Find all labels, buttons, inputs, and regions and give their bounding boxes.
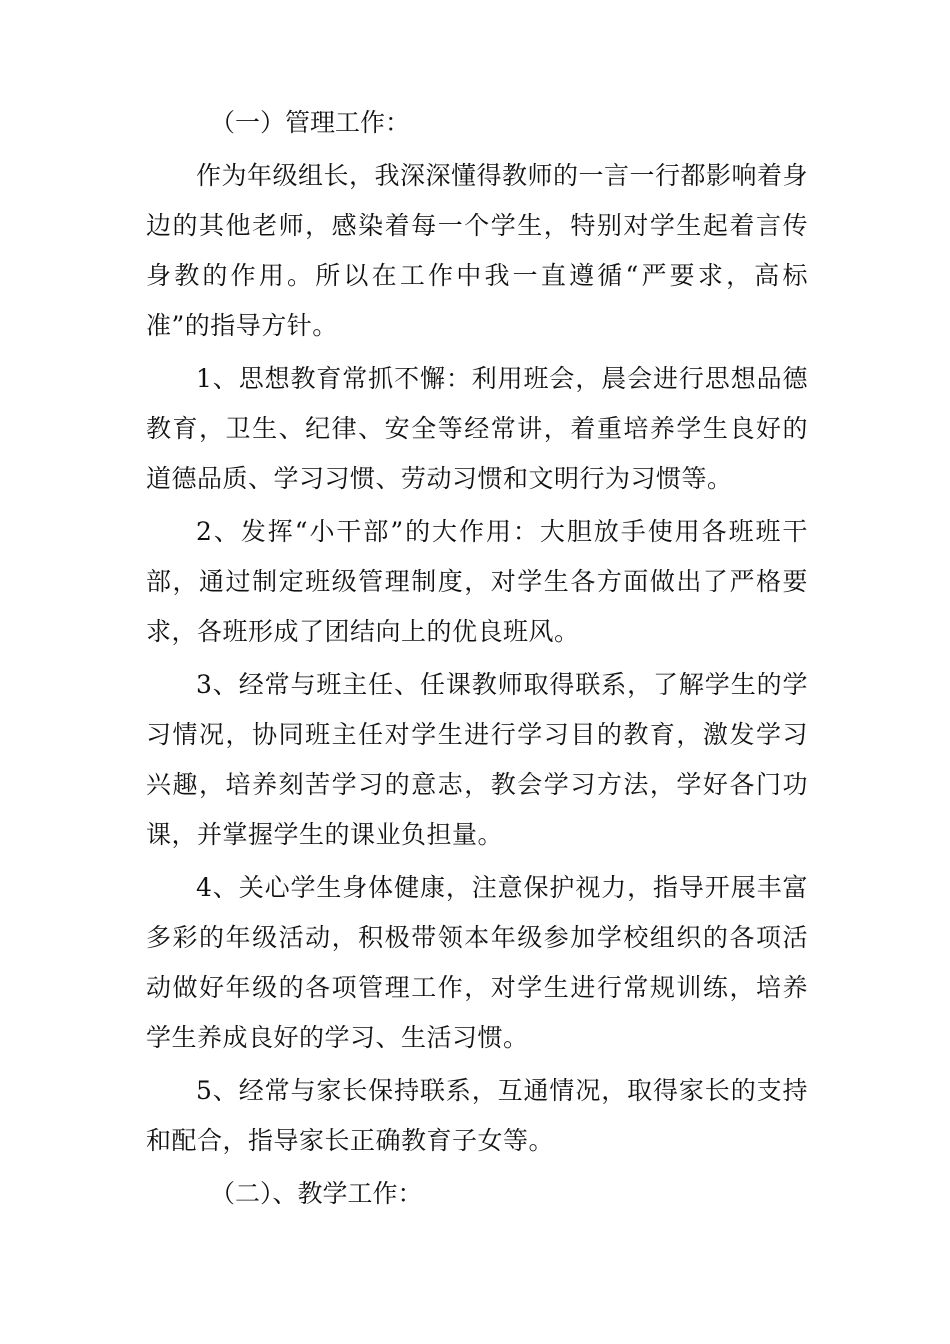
- paragraph-item-1: 1、思想教育常抓不懈：利用班会，晨会进行思想品德教育，卫生、纪律、安全等经常讲，着重培养学生良好的道德品质、学习习惯、劳动习惯和文明行为习惯等。: [146, 364, 808, 493]
- paragraph-item-5: 5、经常与家长保持联系，互通情况，取得家长的支持和配合，指导家长正确教育子女等。: [146, 1076, 808, 1155]
- section-heading-teaching: （二）、教学工作：: [210, 1179, 423, 1208]
- document-body: [146, 98, 808, 1219]
- paragraph-item-3: 3、经常与班主任、任课教师取得联系，了解学生的学习情况，协同班主任对学生进行学习目的教育，激发学习兴趣，培养刻苦学习的意志，教会学习方法，学好各门功课，并掌握学生的课业负担量。: [146, 670, 808, 849]
- paragraph-intro: 作为年级组长，我深深懂得教师的一言一行都影响着身边的其他老师，感染着每一个学生，特别对学生起着言传身教的作用。所以在工作中我一直遵循“严要求，高标准”的指导方针。: [146, 161, 809, 340]
- paragraph-item-4: 4、关心学生身体健康，注意保护视力，指导开展丰富多彩的年级活动，积极带领本年级参加学校组织的各项活动做好年级的各项管理工作，对学生进行常规训练，培养学生养成良好的学习、生活习惯。: [146, 873, 808, 1052]
- paragraph-item-2: 2、发挥“小干部”的大作用：大胆放手使用各班班干部，通过制定班级管理制度，对学生各方面做出了严格要求，各班形成了团结向上的优良班风。: [146, 517, 808, 646]
- section-heading-management: （一）管理工作：: [210, 108, 411, 137]
